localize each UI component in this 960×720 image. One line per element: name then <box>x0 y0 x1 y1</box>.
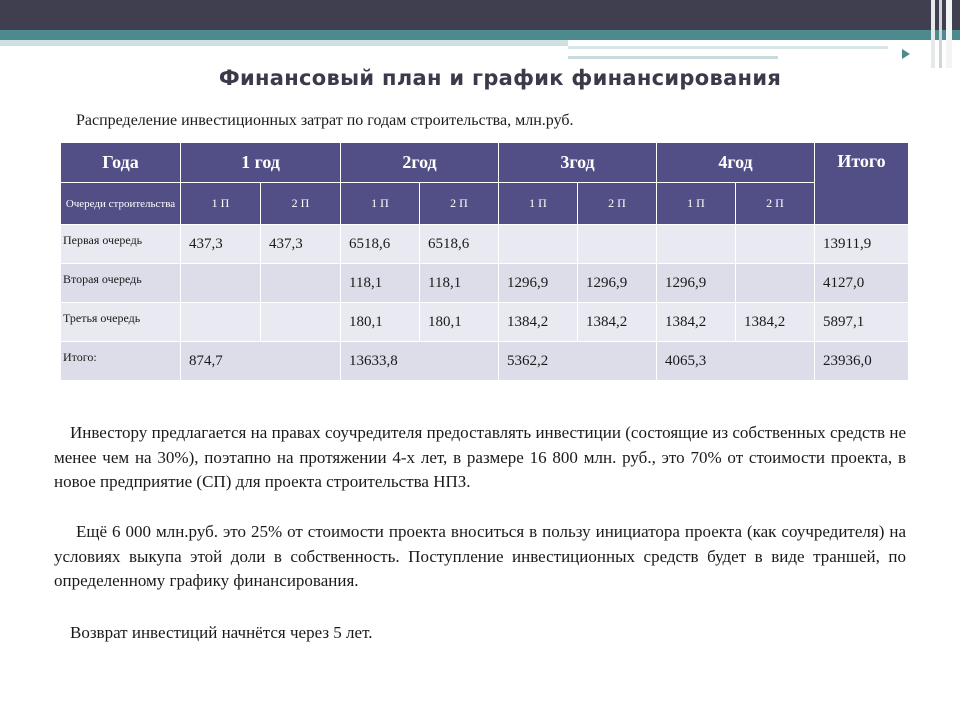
header-accent-line <box>568 56 778 59</box>
table-cell: 1384,2 <box>499 303 578 342</box>
year-total-cell: 4065,3 <box>657 342 815 381</box>
financing-table <box>60 142 909 381</box>
queue-label-cell: Очереди строительства <box>61 183 181 225</box>
header-cell-year-1: 1 год <box>181 143 341 183</box>
table-totals-row <box>61 342 909 381</box>
header-vertical-bar <box>946 0 952 68</box>
header-band-dark <box>0 0 960 30</box>
year-total-cell: 13633,8 <box>341 342 499 381</box>
table-cell: 180,1 <box>341 303 420 342</box>
year-total-cell: 5362,2 <box>499 342 657 381</box>
paragraph-initiator-share <box>54 520 906 594</box>
row-total-cell: 4127,0 <box>815 264 909 303</box>
row-label: Итого: <box>61 342 181 381</box>
table-cell: 1296,9 <box>499 264 578 303</box>
row-label: Третья очередь <box>61 303 181 342</box>
row-total-cell: 13911,9 <box>815 225 909 264</box>
header-vertical-bar <box>939 0 942 68</box>
table-cell <box>736 225 815 264</box>
table-cell: 437,3 <box>181 225 261 264</box>
triangle-marker-icon <box>902 49 910 59</box>
grand-total-cell: 23936,0 <box>815 342 909 381</box>
header-cell-year-2: 2год <box>341 143 499 183</box>
table-cell: 1384,2 <box>736 303 815 342</box>
paragraph-text: Ещё 6 000 млн.руб. это 25% от стоимости проекта вноситься в пользу инициатора проекта (как соучредителя) на условиях выкупа этой доли в собственность. Поступление инвестиционных средств будет в виде траншей, по определенному графику финансирования. <box>54 522 906 591</box>
header-cell-year-4: 4год <box>657 143 815 183</box>
page-title: Финансовый план и график финансирования <box>218 66 782 90</box>
paragraph-investor-offer <box>54 421 906 495</box>
paragraph-text: Инвестору предлагается на правах соучредителя предоставлять инвестиции (состоящие из собственных средств не менее чем на 30%), поэтапно на протяжении 4-х лет, в размере 16 800 млн. руб., это 70% от стоимости проекта, в новое предприятие (СП) для проекта строительства НПЗ. <box>54 423 906 492</box>
table-cell <box>499 225 578 264</box>
table-cell: 180,1 <box>420 303 499 342</box>
table-cell: 1384,2 <box>578 303 657 342</box>
table-cell: 1384,2 <box>657 303 736 342</box>
half-year-cell: 2 П <box>261 183 341 225</box>
table-cell: 1296,9 <box>578 264 657 303</box>
row-label: Вторая очередь <box>61 264 181 303</box>
paragraph-return <box>54 621 906 646</box>
table-cell <box>736 264 815 303</box>
half-year-cell: 2 П <box>578 183 657 225</box>
table-cell: 6518,6 <box>341 225 420 264</box>
table-cell: 118,1 <box>341 264 420 303</box>
row-label: Первая очередь <box>61 225 181 264</box>
year-total-cell: 874,7 <box>181 342 341 381</box>
table-cell <box>578 225 657 264</box>
header-accent-line <box>568 46 888 49</box>
table-row <box>61 303 909 342</box>
paragraph-text: Возврат инвестиций начнётся через 5 лет. <box>70 623 373 642</box>
table-cell <box>181 264 261 303</box>
table-cell: 1296,9 <box>657 264 736 303</box>
half-year-cell: 1 П <box>181 183 261 225</box>
half-year-cell: 1 П <box>341 183 420 225</box>
header-cell-years: Года <box>61 143 181 183</box>
half-year-cell: 1 П <box>657 183 736 225</box>
table-cell <box>261 303 341 342</box>
header-band-light <box>0 40 568 46</box>
table-subheader-row <box>61 183 909 225</box>
half-year-cell: 2 П <box>420 183 499 225</box>
header-cell-year-3: 3год <box>499 143 657 183</box>
header-vertical-bar <box>931 0 935 68</box>
header-cell-total: Итого <box>815 143 909 225</box>
table-cell <box>261 264 341 303</box>
table-header-row <box>61 143 909 183</box>
table-cell <box>657 225 736 264</box>
row-total-cell: 5897,1 <box>815 303 909 342</box>
half-year-cell: 1 П <box>499 183 578 225</box>
table-row <box>61 225 909 264</box>
half-year-cell: 2 П <box>736 183 815 225</box>
table-row <box>61 264 909 303</box>
table-cell <box>181 303 261 342</box>
table-cell: 118,1 <box>420 264 499 303</box>
table-cell: 437,3 <box>261 225 341 264</box>
table-cell: 6518,6 <box>420 225 499 264</box>
table-caption: Распределение инвестиционных затрат по годам строительства, млн.руб. <box>76 112 574 129</box>
header-band-teal <box>0 30 960 40</box>
